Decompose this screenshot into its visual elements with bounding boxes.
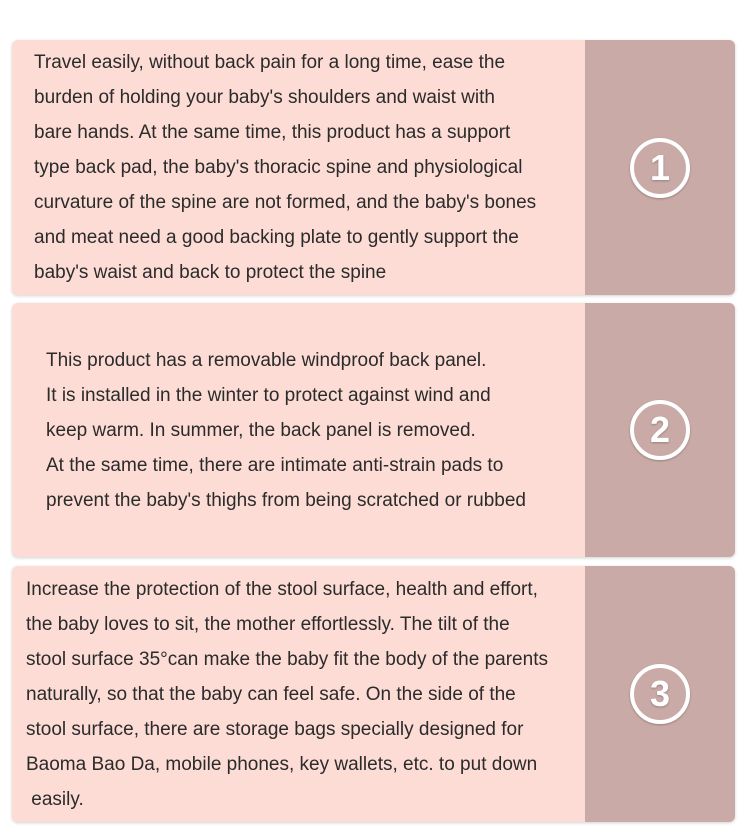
feature-card-3	[12, 566, 735, 822]
feature-card-1-line: baby's waist and back to protect the spine	[34, 262, 387, 283]
feature-card-2-line: At the same time, there are intimate anti-strain pads to	[46, 454, 504, 476]
feature-card-3-line: Increase the protection of the stool surface, health and effort,	[26, 578, 538, 600]
feature-card-3-line: stool surface, there are storage bags specially designed for	[26, 718, 524, 740]
feature-card-2-text	[46, 303, 616, 557]
feature-card-3-line: the baby loves to sit, the mother effortlessly. The tilt of the	[26, 613, 510, 635]
feature-card-2-line: keep warm. In summer, the back panel is removed.	[46, 419, 476, 441]
feature-card-2-line: prevent the baby's thighs from being scratched or rubbed	[46, 489, 526, 511]
feature-card-2-line: It is installed in the winter to protect against wind and	[46, 384, 491, 406]
feature-card-3-line: stool surface 35°can make the baby fit the body of the parents	[26, 648, 548, 670]
feature-card-3-line: naturally, so that the baby can feel safe. On the side of the	[26, 683, 516, 705]
feature-card-2-side-panel	[585, 303, 735, 557]
feature-card-1	[12, 40, 735, 295]
feature-card-2	[12, 303, 735, 557]
feature-card-3-line: Baoma Bao Da, mobile phones, key wallets, etc. to put down	[26, 753, 538, 775]
circled-number-1-badge: 1	[630, 138, 690, 198]
feature-card-1-line: Travel easily, without back pain for a long time, ease the	[34, 52, 506, 73]
feature-card-1-line: bare hands. At the same time, this product has a support	[34, 122, 511, 143]
circled-number-3-badge: 3	[630, 664, 690, 724]
feature-card-2-line: This product has a removable windproof back panel.	[46, 349, 487, 371]
feature-card-3-side-panel	[585, 566, 735, 822]
circled-number-2-badge: 2	[630, 400, 690, 460]
feature-card-1-line: and meat need a good backing plate to gently support the	[34, 227, 519, 248]
feature-card-3-text	[26, 566, 596, 822]
feature-card-1-text	[34, 40, 604, 295]
feature-card-1-side-panel	[585, 40, 735, 295]
feature-card-1-line: curvature of the spine are not formed, and the baby's bones	[34, 192, 537, 213]
feature-card-1-line: burden of holding your baby's shoulders and waist with	[34, 87, 495, 108]
feature-card-3-line: easily.	[26, 788, 84, 810]
feature-card-1-line: type back pad, the baby's thoracic spine and physiological	[34, 157, 523, 178]
